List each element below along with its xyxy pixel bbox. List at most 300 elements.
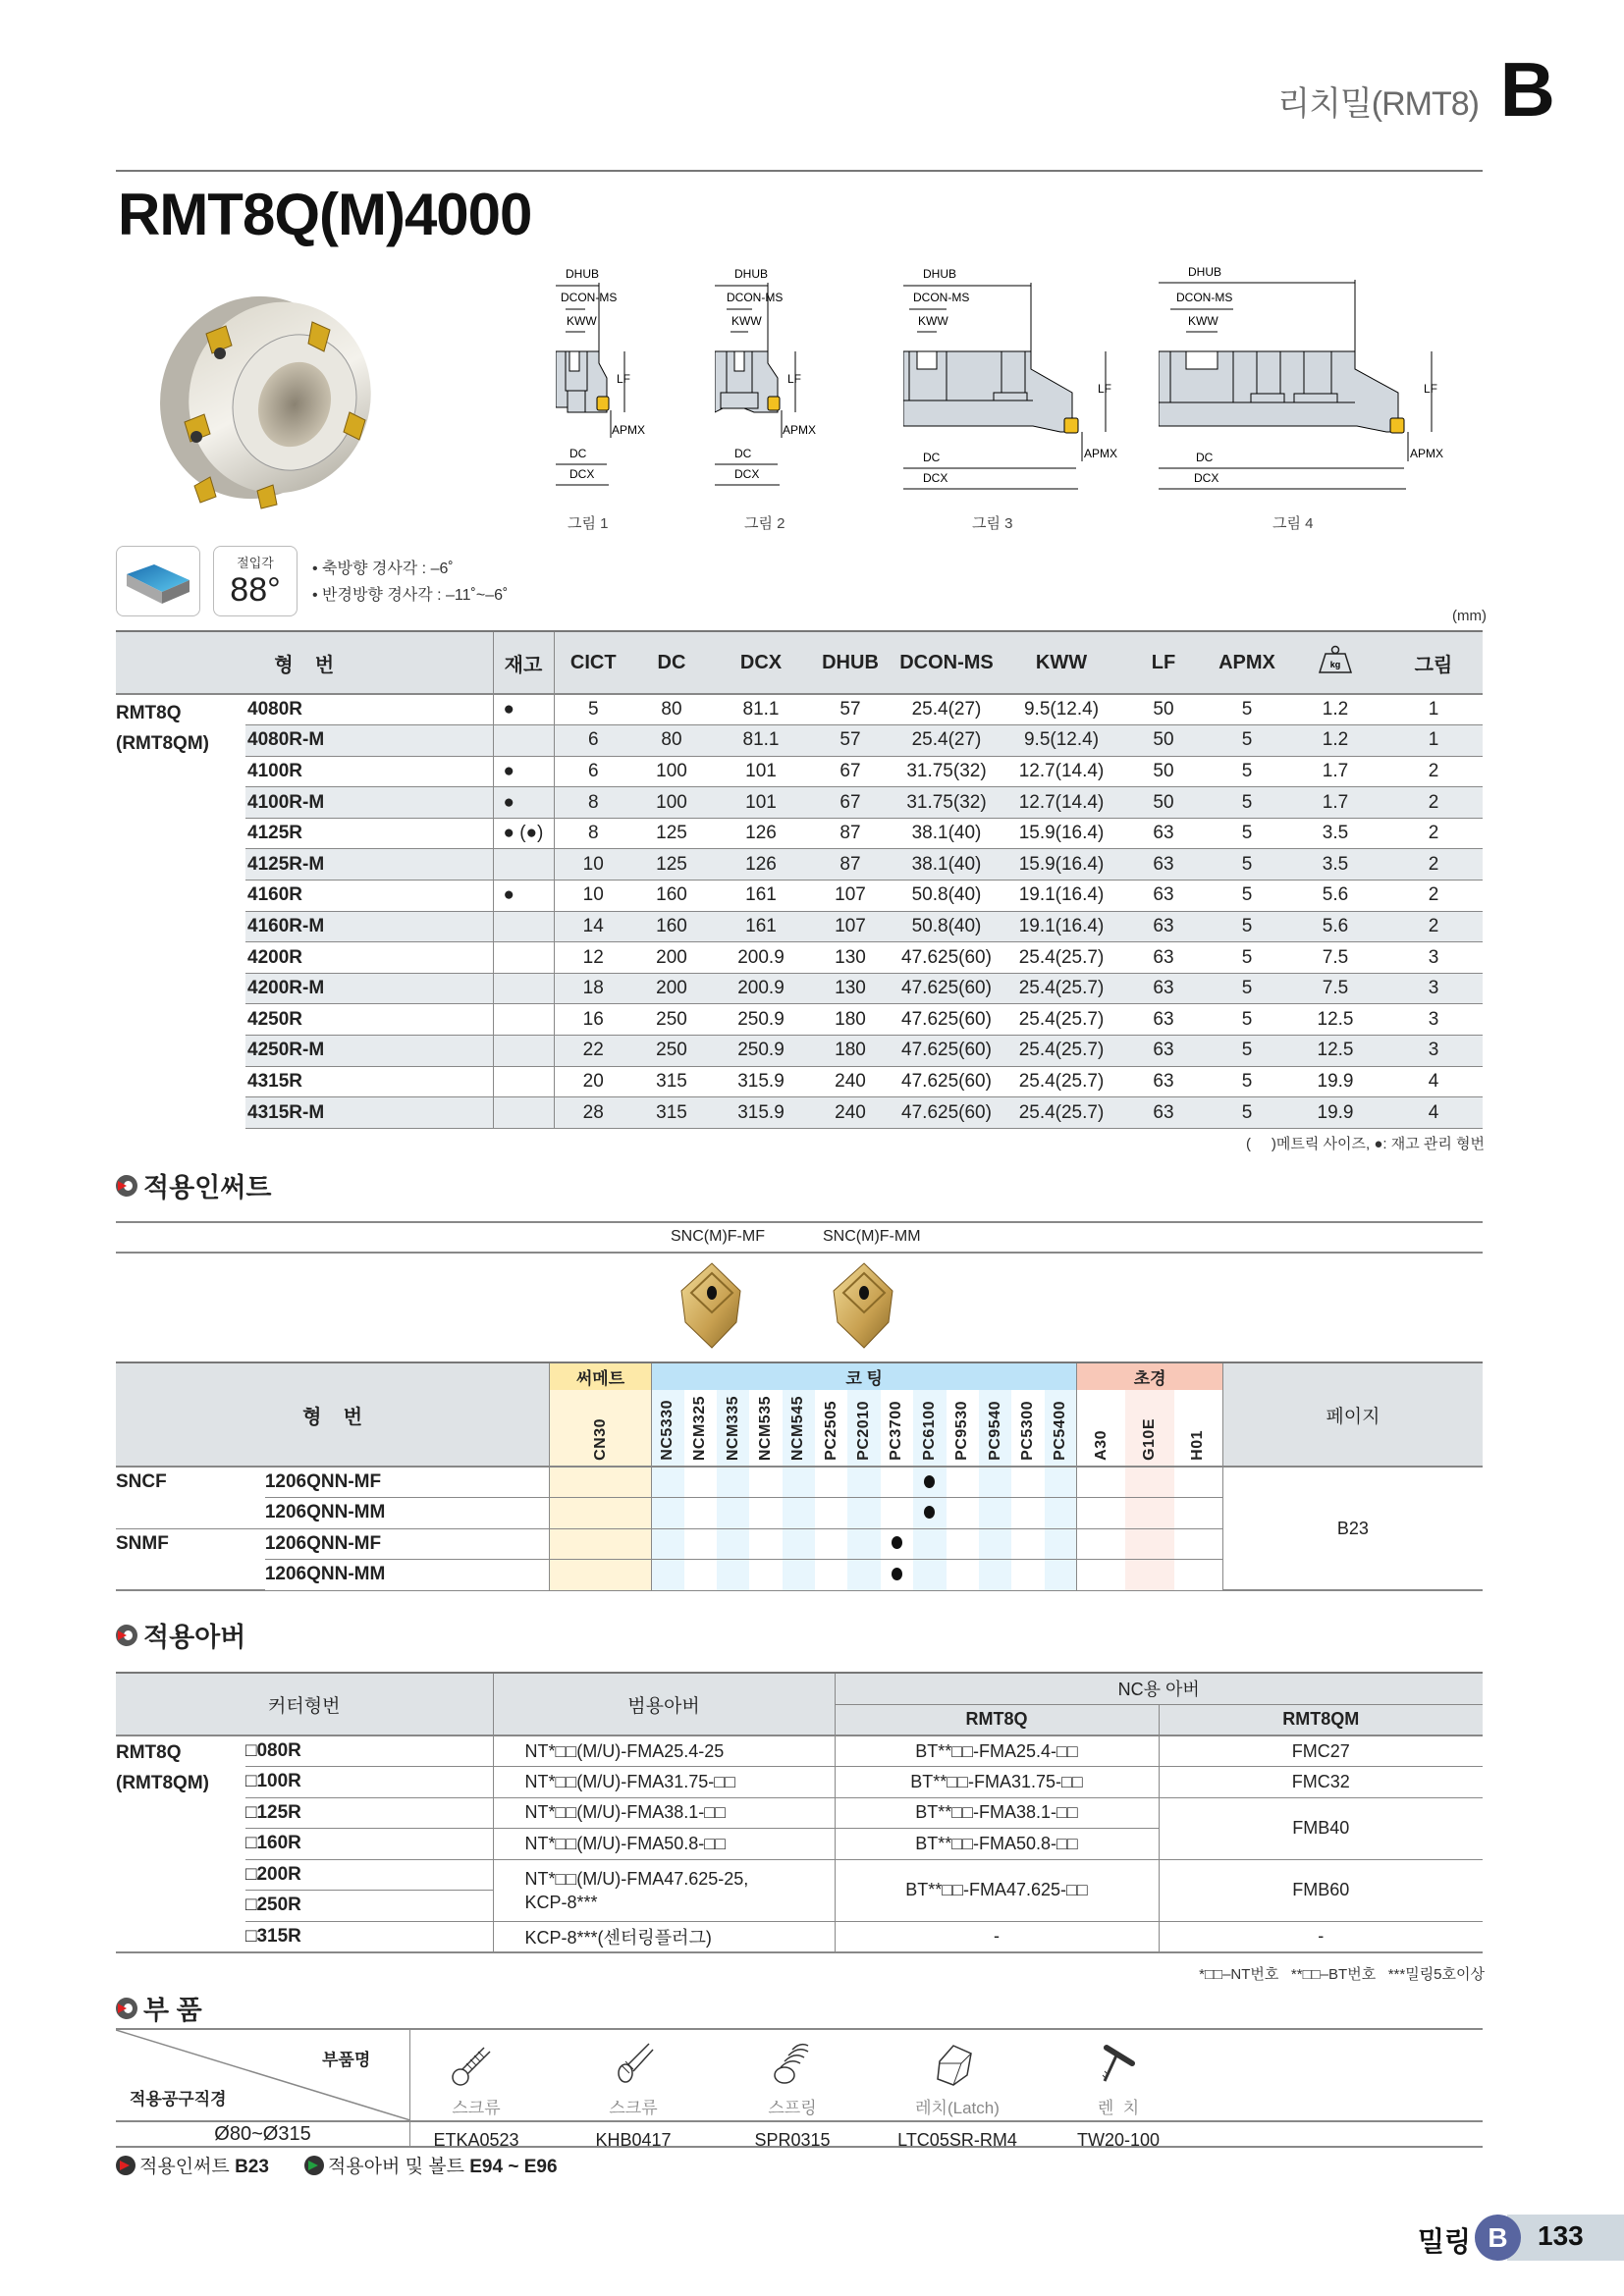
fig1-lf-label: LF [617,372,631,386]
grade-cell [881,1498,913,1529]
cell-kg: 1.7 [1286,787,1384,819]
grade-cell [881,1467,913,1498]
grade-cell [1045,1467,1077,1498]
grade-cell [550,1467,652,1498]
grade-cell [815,1528,847,1560]
cell-dcon: 38.1(40) [890,849,1003,881]
cell-kg: 1.2 [1286,725,1384,757]
latch-icon [932,2040,983,2091]
cell-dcon: 47.625(60) [890,973,1003,1004]
grade-cell [979,1498,1011,1529]
cell-kww: 25.4(25.7) [1003,942,1119,974]
arbor-nc-q: BT**□□-FMA38.1-□□ [835,1797,1159,1829]
cell-apmx: 5 [1208,973,1286,1004]
cell-lf: 63 [1119,973,1208,1004]
arbor-cutter-code: □160R [245,1829,493,1860]
cell-kww: 25.4(25.7) [1003,1036,1119,1067]
page-reference[interactable]: B23 [1222,1467,1483,1590]
grade-cell [847,1528,880,1560]
grade-cell [550,1560,652,1591]
cell-lf: 63 [1119,942,1208,974]
arrow-right-icon [116,2156,135,2175]
fig1-apmx-label: APMX [612,423,646,437]
grade-column [913,1390,946,1467]
cell-stock: ● [493,756,554,787]
spring-icon [767,2040,818,2091]
parts-header-dia: 적용공구직경 [130,2090,227,2109]
arbor-general: NT*□□(M/U)-FMA31.75-□□ [493,1767,835,1798]
cell-kww: 19.1(16.4) [1003,881,1119,912]
cell-cict: 10 [554,881,632,912]
fig1-kww-label: KWW [567,314,597,328]
model-code: 4080R [245,694,493,725]
col-cutter: 커터형번 [116,1673,493,1735]
axial-rake-angle: • 축방향 경사각 : –6˚ [312,561,454,577]
grade-name: PC3700 [888,1401,905,1462]
part-code: LTC05SR-RM4 [897,2130,1017,2150]
spec-row [116,694,1483,725]
cell-apmx: 5 [1208,1097,1286,1129]
part-name: 스크류 [452,2099,501,2117]
fig2-dhub-label: DHUB [734,267,769,281]
grade-name: NCM335 [724,1396,741,1462]
cell-dhub: 57 [811,694,890,725]
cell-dhub: 107 [811,911,890,942]
cell-apmx: 5 [1208,787,1286,819]
grade-name: PC5300 [1018,1401,1036,1462]
section-bullet-icon [116,1998,137,2019]
cell-dcx: 161 [711,881,811,912]
cell-lf: 50 [1119,787,1208,819]
section-arbor [116,1616,245,1654]
cell-fig: 4 [1384,1097,1483,1129]
grade-cell [1125,1528,1173,1560]
arbor-row [116,1735,1483,1767]
cell-kg: 3.5 [1286,849,1384,881]
cell-dhub: 67 [811,787,890,819]
cell-dhub: 87 [811,818,890,849]
cell-cict: 8 [554,818,632,849]
availability-dot [924,1475,935,1488]
cell-dcx: 315.9 [711,1066,811,1097]
figure-1-caption: 그림 1 [568,515,609,532]
cell-fig: 3 [1384,1004,1483,1036]
cell-cict: 22 [554,1036,632,1067]
part-name: 레치(Latch) [915,2099,1000,2117]
cell-lf: 63 [1119,1097,1208,1129]
grade-column [1174,1390,1222,1467]
grade-cell [913,1560,946,1591]
cell-dhub: 87 [811,849,890,881]
arbor-cutter-code: □200R [245,1859,493,1891]
arbor-nc-q: - [835,1921,1159,1952]
cell-dc: 160 [632,911,711,942]
section-parts [116,1989,202,2027]
part-item [560,2030,707,2148]
cell-fig: 3 [1384,973,1483,1004]
spec-row [116,1097,1483,1129]
grade-cell [1011,1528,1044,1560]
fig3-apmx-label: APMX [1084,447,1118,460]
part-name: 렌 치 [1097,2099,1140,2117]
cell-dcon: 25.4(27) [890,694,1003,725]
figure-2-caption: 그림 2 [744,515,785,532]
grade-cell [651,1498,683,1529]
insert-grade-table [116,1362,1483,1591]
cell-kww: 25.4(25.7) [1003,1004,1119,1036]
grade-name: PC9530 [953,1401,971,1462]
grade-column [1011,1390,1044,1467]
part-item [403,2030,550,2148]
cell-cict: 10 [554,849,632,881]
grade-cell [947,1467,979,1498]
cell-cict: 6 [554,756,632,787]
cell-cict: 8 [554,787,632,819]
arbor-row [116,1767,1483,1798]
arbor-row [116,1921,1483,1952]
grade-cell [979,1560,1011,1591]
grade-cell [1011,1498,1044,1529]
section-letter: B [1499,46,1555,133]
cell-dcon: 47.625(60) [890,1097,1003,1129]
grade-column [717,1390,749,1467]
fig1-dcon-label: DCON-MS [561,291,618,304]
fig2-lf-label: LF [787,372,802,386]
grade-cell [913,1528,946,1560]
series-line1: RMT8Q [116,703,182,723]
cell-apmx: 5 [1208,1004,1286,1036]
fig1-dc-label: DC [569,447,587,460]
col-apmx: APMX [1208,631,1286,694]
arbor-general-line2: KCP-8*** [524,1892,598,1912]
cell-stock [493,725,554,757]
cell-stock [493,942,554,974]
cell-lf: 50 [1119,756,1208,787]
fig1-dhub-label: DHUB [566,267,600,281]
part-item [884,2030,1031,2148]
footer-section-badge: B [1475,2215,1521,2261]
insert-row [116,1467,1483,1498]
fig2-apmx-label: APMX [783,423,817,437]
grade-cell [1125,1498,1173,1529]
cell-dcx: 101 [711,787,811,819]
cell-dcx: 250.9 [711,1004,811,1036]
col-dcx: DCX [711,631,811,694]
part-name: 스프링 [768,2099,817,2117]
part-item [1045,2030,1192,2148]
fig4-dc-label: DC [1196,451,1214,464]
cell-dcon: 47.625(60) [890,1066,1003,1097]
cell-lf: 63 [1119,1036,1208,1067]
cell-lf: 63 [1119,911,1208,942]
page-header: 페이지 [1222,1362,1483,1467]
cell-stock [493,849,554,881]
cell-kg: 5.6 [1286,911,1384,942]
grade-name: PC6100 [920,1401,938,1462]
spec-row [116,725,1483,757]
arbor-cutter-code: □100R [245,1767,493,1798]
cell-dcx: 81.1 [711,725,811,757]
cell-dc: 100 [632,787,711,819]
cell-stock: ● [493,694,554,725]
parts-header-name: 부품명 [322,2051,371,2069]
availability-dot [892,1536,902,1549]
cell-dhub: 180 [811,1036,890,1067]
page-title: RMT8Q(M)4000 [118,182,532,247]
link-inserts[interactable]: 적용인써트 B23 [116,2152,269,2178]
arbor-general: NT*□□(M/U)-FMA50.8-□□ [493,1829,835,1860]
footer-category: 밀링 [1418,2226,1472,2257]
entry-angle-box [213,546,298,616]
grade-name: NCM325 [691,1396,709,1462]
grade-column [1045,1390,1077,1467]
fig3-lf-label: LF [1098,382,1112,396]
spec-row [116,818,1483,849]
figure-4-caption: 그림 4 [1272,515,1314,532]
fig4-apmx-label: APMX [1410,447,1444,460]
insert-code-header: 형 번 [116,1362,550,1467]
cell-dcx: 250.9 [711,1036,811,1067]
rake-angle-list [312,556,508,609]
model-code: 4125R-M [245,849,493,881]
arbor-general: NT*□□(M/U)-FMA25.4-25 [493,1735,835,1767]
cell-kg: 19.9 [1286,1066,1384,1097]
grade-cell [684,1467,717,1498]
arbor-nc-q: BT**□□-FMA47.625-□□ [835,1859,1159,1921]
cell-apmx: 5 [1208,725,1286,757]
parts-dia-range: Ø80~Ø315 [116,2120,410,2148]
cell-kww: 9.5(12.4) [1003,694,1119,725]
cell-kg: 12.5 [1286,1036,1384,1067]
model-code: 4250R-M [245,1036,493,1067]
grade-cell [550,1528,652,1560]
arbor-nc-qm: FMB60 [1159,1859,1483,1921]
grade-cell [1077,1467,1125,1498]
cell-cict: 6 [554,725,632,757]
cell-fig: 2 [1384,787,1483,819]
cell-lf: 50 [1119,725,1208,757]
model-code: 4315R [245,1066,493,1097]
arbor-series-line2: (RMT8QM) [116,1773,209,1793]
grade-cell [913,1498,946,1529]
fig2-dcon-label: DCON-MS [727,291,784,304]
cell-dcon: 50.8(40) [890,911,1003,942]
page-number: 133 [1538,2220,1584,2251]
cell-dcx: 101 [711,756,811,787]
cell-dhub: 240 [811,1066,890,1097]
insert-series: SNMF [116,1533,169,1555]
col-dc: DC [632,631,711,694]
model-code: 4125R [245,818,493,849]
fig3-dc-label: DC [923,451,941,464]
grade-column [881,1390,913,1467]
arbor-cutter-code: □250R [245,1891,493,1922]
spec-table [116,630,1483,1129]
cell-kg: 7.5 [1286,973,1384,1004]
spec-row [116,973,1483,1004]
insert-series [116,1498,265,1529]
arbor-nc-qm: FMB40 [1159,1797,1483,1859]
grade-cell [947,1498,979,1529]
spec-table-header [116,631,1483,694]
fig4-kww-label: KWW [1188,314,1218,328]
fig3-dhub-label: DHUB [923,267,957,281]
link-arbor[interactable]: 적용아버 및 볼트 E94 ~ E96 [304,2152,558,2178]
cell-lf: 63 [1119,881,1208,912]
spec-row [116,1066,1483,1097]
insert-name-mf: SNC(M)F-MF [671,1228,765,1245]
cell-stock: ● [493,787,554,819]
grade-cell [847,1467,880,1498]
insert-shape-icon [117,547,199,615]
section-arbor-title: 적용아버 [143,1623,246,1652]
grade-column [684,1390,717,1467]
grade-name: G10E [1141,1418,1159,1462]
cell-dc: 315 [632,1066,711,1097]
grade-column [651,1390,683,1467]
grade-column [847,1390,880,1467]
cell-dc: 125 [632,818,711,849]
cell-apmx: 5 [1208,818,1286,849]
arbor-series-line1: RMT8Q [116,1742,182,1763]
arbor-nc-qm: - [1159,1921,1483,1952]
grade-cell [1045,1528,1077,1560]
fig3-dcon-label: DCON-MS [913,291,970,304]
cell-dhub: 180 [811,1004,890,1036]
cell-stock: ● (●) [493,818,554,849]
arbor-cutter-code: □125R [245,1797,493,1829]
grade-cell [1045,1498,1077,1529]
cell-fig: 2 [1384,756,1483,787]
grade-cell [717,1528,749,1560]
grade-cell [979,1467,1011,1498]
entry-angle-value: 88° [230,571,281,609]
grade-cell [847,1498,880,1529]
section-bullet-icon [116,1175,137,1197]
cell-dc: 200 [632,973,711,1004]
grade-cell [913,1467,946,1498]
insert-series: SNCF [116,1471,167,1493]
grade-group-header: 초경 [1077,1362,1222,1390]
entry-angle-label: 절입각 [237,556,274,570]
grade-cell [717,1560,749,1591]
fig4-dcon-label: DCON-MS [1176,291,1233,304]
grade-cell [1125,1467,1173,1498]
cell-stock [493,911,554,942]
cell-cict: 28 [554,1097,632,1129]
cell-dc: 200 [632,942,711,974]
col-weight [1286,631,1384,694]
arbor-general: NT*□□(M/U)-FMA38.1-□□ [493,1797,835,1829]
grade-cell [651,1467,683,1498]
spec-row [116,881,1483,912]
cell-fig: 3 [1384,942,1483,974]
cell-dcon: 47.625(60) [890,942,1003,974]
model-code: 4080R-M [245,725,493,757]
model-code: 4100R-M [245,787,493,819]
cell-dc: 160 [632,881,711,912]
unit-label: (mm) [1452,608,1487,624]
grade-cell [847,1560,880,1591]
grade-column [749,1390,782,1467]
col-general-arbor: 범용아버 [493,1673,835,1735]
grade-cell [783,1560,815,1591]
model-code: 4200R [245,942,493,974]
arbor-general-line1: NT*□□(M/U)-FMA47.625-25, [524,1868,749,1889]
cell-apmx: 5 [1208,1036,1286,1067]
grade-cell [815,1498,847,1529]
cell-kww: 25.4(25.7) [1003,1097,1119,1129]
grade-column [947,1390,979,1467]
cutter-photo [147,275,403,510]
col-nc-rmt8qm: RMT8QM [1159,1704,1483,1735]
part-name: 스크류 [609,2099,658,2117]
fig2-kww-label: KWW [731,314,762,328]
col-nc-rmt8q: RMT8Q [835,1704,1159,1735]
model-code: 4160R [245,881,493,912]
cell-dhub: 130 [811,973,890,1004]
grade-cell [815,1560,847,1591]
grade-column [815,1390,847,1467]
spec-row [116,942,1483,974]
insert-code: 1206QNN-MM [265,1498,550,1529]
cell-lf: 50 [1119,694,1208,725]
figure-3-caption: 그림 3 [972,515,1013,532]
cell-stock: ● [493,881,554,912]
part-code: ETKA0523 [433,2130,519,2150]
grade-name: PC9540 [986,1401,1003,1462]
grade-column [1125,1390,1173,1467]
header-divider [116,170,1483,172]
cell-kww: 15.9(16.4) [1003,818,1119,849]
cell-kg: 19.9 [1286,1097,1384,1129]
col-code: 형 번 [116,631,493,694]
cell-apmx: 5 [1208,942,1286,974]
cell-apmx: 5 [1208,756,1286,787]
wrench-icon [1093,2040,1144,2091]
cell-fig: 1 [1384,694,1483,725]
grade-name: H01 [1189,1430,1207,1462]
grade-name: CN30 [591,1418,609,1462]
arbor-general: KCP-8***(센터링플러그) [493,1921,835,1952]
cell-kg: 1.7 [1286,756,1384,787]
grade-cell [684,1528,717,1560]
cell-apmx: 5 [1208,849,1286,881]
arbor-nc-q: BT**□□-FMA50.8-□□ [835,1829,1159,1860]
fig4-dhub-label: DHUB [1188,265,1222,279]
fig2-dcx-label: DCX [734,467,760,481]
cell-dc: 250 [632,1004,711,1036]
cell-dcon: 38.1(40) [890,818,1003,849]
grade-cell [749,1498,782,1529]
spec-row [116,1004,1483,1036]
spec-row [116,756,1483,787]
figure-3 [903,265,1139,506]
cell-cict: 16 [554,1004,632,1036]
cell-fig: 2 [1384,818,1483,849]
grade-group-header: 코 팅 [651,1362,1077,1390]
cell-cict: 20 [554,1066,632,1097]
grade-cell [947,1528,979,1560]
grade-cell [717,1467,749,1498]
cell-cict: 5 [554,694,632,725]
cell-dcx: 126 [711,849,811,881]
screw-icon [451,2040,502,2091]
grade-name: NCM535 [757,1396,775,1462]
grade-cell [1174,1528,1222,1560]
insert-code: 1206QNN-MF [265,1528,550,1560]
figure-1 [556,265,693,506]
